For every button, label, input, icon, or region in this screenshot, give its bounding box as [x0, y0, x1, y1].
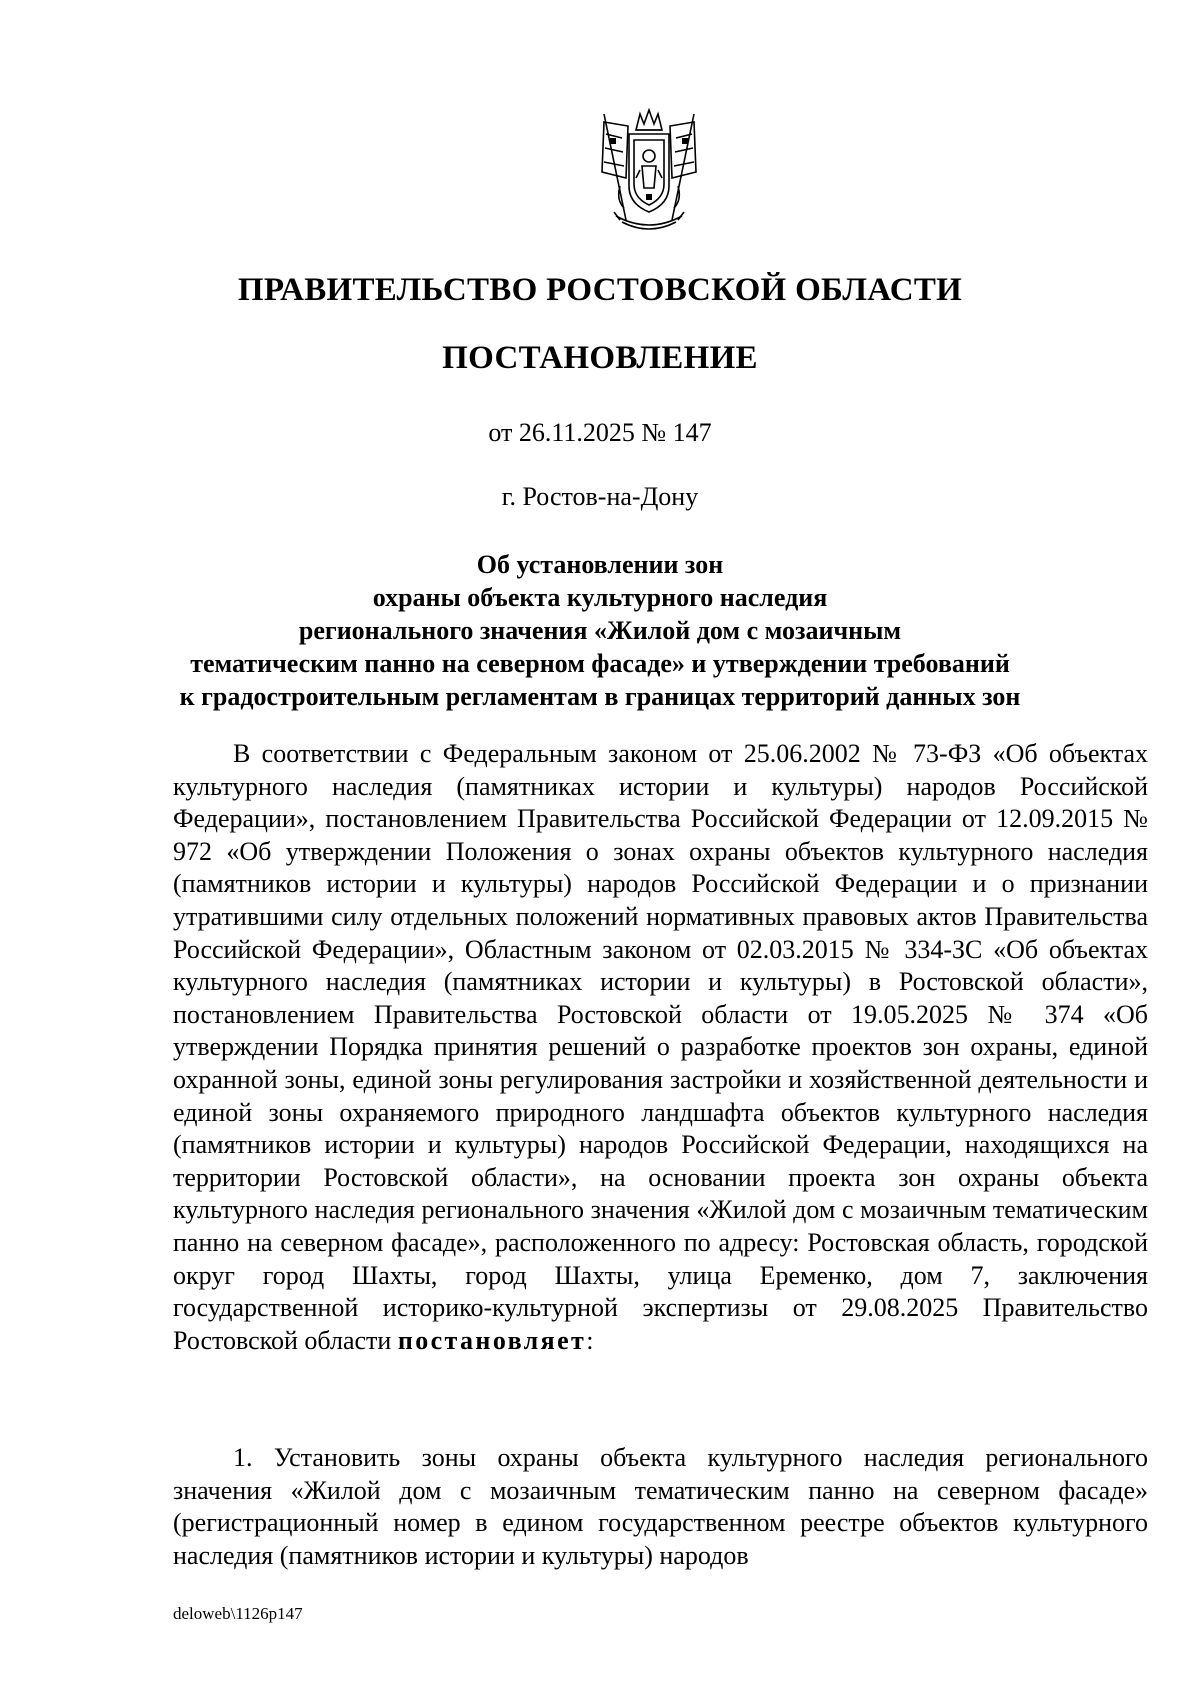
title-line: тематическим панно на северном фасаде» и утверждении требований	[190, 649, 1010, 678]
title-line: охраны объекта культурного наследия	[372, 583, 828, 612]
coat-of-arms-icon	[596, 108, 702, 236]
title-line: Об установлении зон	[476, 550, 724, 579]
preamble-emphasis: постановляет	[397, 1325, 587, 1355]
clause-1	[173, 1442, 1148, 1572]
clause-1-text: 1. Установить зоны охраны объекта культурного наследия регионального значения «Жилой дом с мозаичным тематическим панно на северном фасаде» (регистрационный номер в едином государственном реестре объектов культурного наследия (памятников истории и культуры) народов	[173, 1443, 1148, 1570]
title-line: к градостроительным регламентам в границах территорий данных зон	[179, 682, 1021, 711]
title-line: регионального значения «Жилой дом с мозаичным	[298, 616, 902, 645]
organization-name: ПРАВИТЕЛЬСТВО РОСТОВСКОЙ ОБЛАСТИ	[237, 272, 963, 308]
preamble-tail: :	[586, 1325, 594, 1355]
document-type: ПОСТАНОВЛЕНИЕ	[442, 340, 758, 376]
file-reference: deloweb\1126p147	[173, 1604, 303, 1623]
city: г. Ростов-на-Дону	[501, 482, 699, 511]
date-number: от 26.11.2025 № 147	[488, 418, 712, 447]
document-title	[150, 548, 1050, 713]
preamble	[173, 738, 1148, 1357]
preamble-text: В соответствии с Федеральным законом от 25.06.2002 № 73-ФЗ «Об объектах культурного наследия (памятниках истории и культуры) народов Российской Федерации», постановлением Правительства Российской Федерации от 12.09.2015 № 972 «Об утверждении Положения о зонах охраны объектов культурного наследия (памятников истории и культуры) народов Российской Федерации и о признании утратившими силу отдельных положений нормативных правовых актов Правительства Российской Федерации», Областным законом от 02.03.2015 № 334-ЗС «Об объектах культурного наследия (памятниках истории и культуры) в Ростовской области», постановлением Правительства Ростовской области от 19.05.2025 № 374 «Об утверждении Порядка принятия решений о разработке проектов зон охраны, единой охранной зоны, единой зоны регулирования застройки и хозяйственной деятельности и единой зоны охраняемого природного ландшафта объектов культурного наследия (памятников истории и культуры) народов Российской Федерации, находящихся на территории Ростовской области», на основании проекта зон охраны объекта культурного наследия регионального значения «Жилой дом с мозаичным тематическим панно на северном фасаде», расположенного по адресу: Ростовская область, городской округ город Шахты, город Шахты, улица Еременко, дом 7, заключения государственной историко-культурной экспертизы от 29.08.2025 Правительство Ростовской области	[173, 739, 1148, 1355]
